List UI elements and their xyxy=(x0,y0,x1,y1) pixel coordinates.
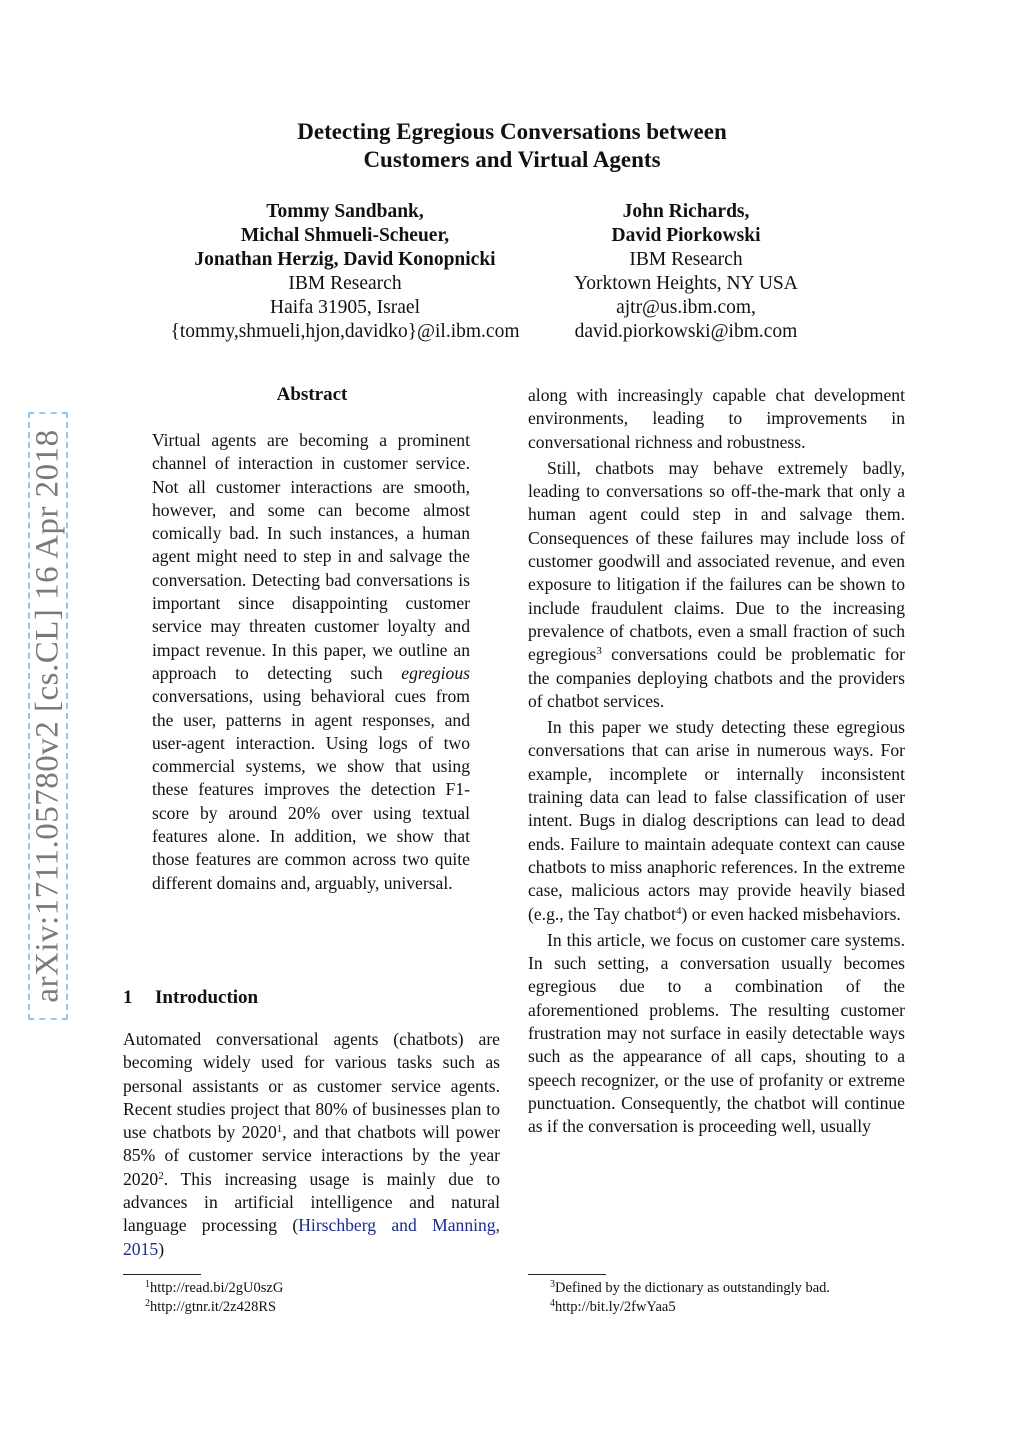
footnote-rule-right xyxy=(528,1274,606,1275)
author-email-right-2: david.piorkowski@ibm.com xyxy=(574,321,798,342)
footnote-ref-3[interactable]: 3 xyxy=(596,645,602,658)
abstract-heading: Abstract xyxy=(276,384,348,405)
author-location-left: Haifa 31905, Israel xyxy=(270,297,420,318)
abstract-text-2: conversations, using behavioral cues from the user, patterns in agent responses, and user-agent interaction. Using logs of two commercial systems, we show that using these features improves the detection F1-score by around 20% over using textual features alone. In addition, we show that those features are common across two quite different domains and, arguably, universal. xyxy=(152,686,470,893)
footnote-mark-1: 1 xyxy=(145,1279,150,1290)
paragraph-chatbot-failures xyxy=(528,457,905,713)
p3-text-1: In this paper we study detecting these egregious conversations that can arise in numerous ways. For example, incomplete or internally inconsistent training data can lead to false classification of user intent. Bugs in dialog descriptions can lead to dead ends. Failure to maintain adequate context can cause chatbots to miss anaphoric references. In the extreme case, malicious actors may provide heavily biased (e.g., the Tay chatbot xyxy=(528,717,905,924)
footnote-ref-2[interactable]: 2 xyxy=(158,1169,164,1182)
paragraph-continuation: along with increasingly capable chat development environments, leading to improvements in conversational richness and robustness. xyxy=(528,385,905,452)
abstract-emphasis: egregious xyxy=(401,662,470,683)
footnote-mark-2: 2 xyxy=(145,1298,150,1309)
footnotes-right xyxy=(528,1274,830,1317)
author-names-1: Tommy Sandbank, xyxy=(266,201,424,222)
footnote-2-link[interactable]: http://gtnr.it/2z428RS xyxy=(150,1299,277,1315)
author-names-2: Michal Shmueli-Scheuer, xyxy=(240,225,450,246)
paper-title xyxy=(0,118,1024,174)
author-block-right xyxy=(550,200,822,344)
section-number: 1 xyxy=(123,987,133,1008)
author-affiliation-right: IBM Research xyxy=(629,249,743,270)
title-line-1: Detecting Egregious Conversations between xyxy=(297,119,727,144)
author-names-right-1: John Richards, xyxy=(622,201,750,222)
footnote-mark-4: 4 xyxy=(550,1298,555,1309)
intro-text-1: Automated conversational agents (chatbots) are becoming widely used for various tasks such as personal assistants or as customer service agents. Recent studies project that 80% of businesses plan to use chatbots by 2020 xyxy=(123,1029,500,1143)
footnote-rule-left xyxy=(123,1274,201,1275)
right-column xyxy=(528,384,905,1142)
section-title: Introduction xyxy=(155,987,259,1008)
footnote-3-text: Defined by the dictionary as outstandingly bad. xyxy=(555,1280,831,1296)
intro-text-2: , and that chatbots will power 85% of customer service interactions by the year 2020 xyxy=(123,1122,500,1189)
footnote-4-link[interactable]: http://bit.ly/2fwYaa5 xyxy=(555,1299,676,1315)
arxiv-stamp xyxy=(28,412,68,1020)
p3-text-2: ) or even hacked misbehaviors. xyxy=(681,903,901,924)
p2-text-1: Still, chatbots may behave extremely badly, leading to conversations so off-the-mark that only a human agent could step in and salvage them. Consequences of these failures may include loss of customer goodwill and associated revenue, and even exposure to litigation if the failures can be shown to include fraudulent claims. Due to the increasing prevalence of chatbots, even a small fraction of such egregious xyxy=(528,457,905,665)
author-email-left: {tommy,shmueli,hjon,davidko}@il.ibm.com xyxy=(170,321,520,342)
footnote-mark-3: 3 xyxy=(550,1279,555,1290)
arxiv-stamp-text: arXiv:1711.05780v2 [cs.CL] 16 Apr 2018 xyxy=(29,429,66,1003)
paragraph-study xyxy=(528,716,905,926)
footnote-1 xyxy=(123,1279,283,1298)
author-affiliation-left: IBM Research xyxy=(288,273,402,294)
abstract-text-1: Virtual agents are becoming a prominent channel of interaction in customer service. Not all customer interactions are smooth, however, and some can become almost comically bad. In such instances, a human agent might need to step in and salvage the conversation. Detecting bad conversations is important since disappointing customer service may threaten customer loyalty and impact revenue. In this paper, we outline an approach to detecting such xyxy=(152,430,470,683)
intro-text-3: . This increasing usage is mainly due to advances in artificial intelligence and natural language processing ( xyxy=(123,1168,500,1236)
footnote-ref-1[interactable]: 1 xyxy=(276,1123,283,1136)
title-line-2: Customers and Virtual Agents xyxy=(363,147,661,172)
paragraph-customer-care: In this article, we focus on customer care systems. In such setting, a conversation usually becomes egregious due to a combination of the aforementioned problems. The resulting customer frustration may not surface in easily detectable ways such as the appearance of all caps, shouting to a speech recognizer, or the use of profanity or extreme punctuation. Consequently, the chatbot will continue as if the conversation is proceeding well, usually xyxy=(528,929,905,1137)
footnote-2 xyxy=(123,1298,283,1317)
introduction-body xyxy=(123,1028,500,1261)
citation-link[interactable]: Hirschberg and Manning, 2015 xyxy=(123,1215,500,1259)
author-block-left xyxy=(130,200,560,344)
author-email-right-1: ajtr@us.ibm.com, xyxy=(616,297,756,318)
author-location-right: Yorktown Heights, NY USA xyxy=(574,273,798,294)
author-names-3: Jonathan Herzig, David Konopnicki xyxy=(194,249,496,270)
abstract-body xyxy=(152,429,470,895)
footnote-4 xyxy=(528,1298,830,1317)
footnote-1-link[interactable]: http://read.bi/2gU0szG xyxy=(150,1280,284,1296)
section-heading-introduction xyxy=(123,987,258,1009)
p2-text-2: conversations could be problematic for the companies deploying chatbots and the providers of chatbot services. xyxy=(528,644,905,711)
footnote-ref-4[interactable]: 4 xyxy=(675,904,682,917)
author-names-right-2: David Piorkowski xyxy=(611,225,761,246)
intro-text-4: ) xyxy=(158,1238,165,1259)
footnotes-left xyxy=(123,1274,283,1317)
footnote-3 xyxy=(528,1279,830,1298)
